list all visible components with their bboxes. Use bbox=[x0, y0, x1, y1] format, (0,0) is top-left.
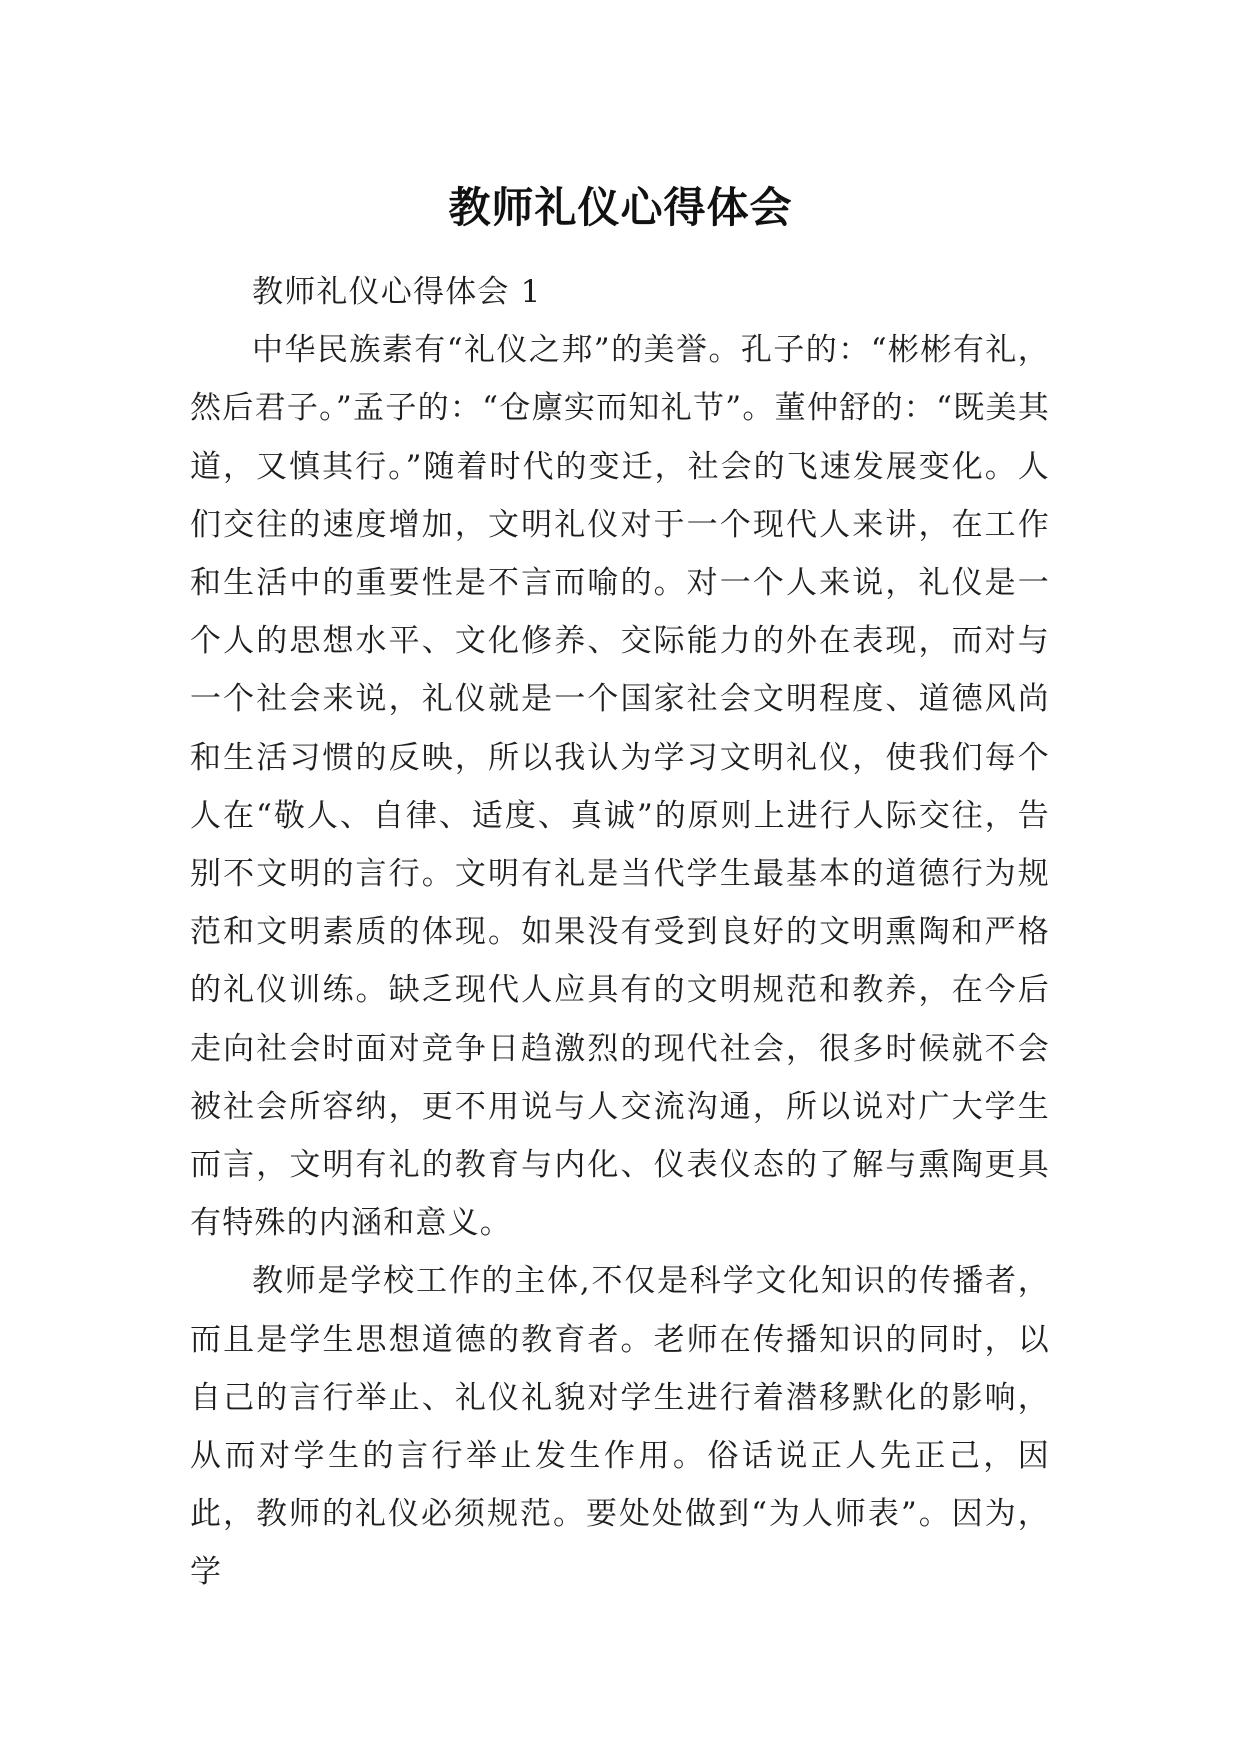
body-paragraph: 教师是学校工作的主体,不仅是科学文化知识的传播者，而且是学生思想道德的教育者。老师在传播知识的同时，以自己的言行举止、礼仪礼貌对学生进行着潜移默化的影响，从而对学生的言行举止发生作用。俗话说正人先正己，因此，教师的礼仪必须规范。要处处做到“为人师表”。因为，学 bbox=[190, 1263, 1050, 1591]
body-paragraph: 中华民族素有“礼仪之邦”的美誉。孔子的：“彬彬有礼，然后君子。”孟子的：“仓廪实而知礼节”。董仲舒的：“既美其道，又慎其行。”随着时代的变迁，社会的飞速发展变化。人们交往的速度增加，文明礼仪对于一个现代人来讲，在工作和生活中的重要性是不言而喻的。对一个人来说，礼仪是一个人的思想水平、文化修养、交际能力的外在表现，而对与一个社会来说，礼仪就是一个国家社会文明程度、道德风尚和生活习惯的反映，所以我认为学习文明礼仪，使我们每个人在“敬人、自律、适度、真诚”的原则上进行人际交往，告别不文明的言行。文明有礼是当代学生最基本的道德行为规范和文明素质的体现。如果没有受到良好的文明熏陶和严格的礼仪训练。缺乏现代人应具有的文明规范和教养，在今后走向社会时面对竞争日趋激烈的现代社会，很多时候就不会被社会所容纳，更不用说与人交流沟通，所以说对广大学生而言，文明有礼的教育与内化、仪表仪态的了解与熏陶更具有特殊的内涵和意义。 bbox=[190, 332, 1050, 1242]
section-heading: 教师礼仪心得体会 1 bbox=[252, 274, 542, 310]
document-body bbox=[190, 263, 1050, 1602]
page-title: 教师礼仪心得体会 bbox=[448, 183, 793, 233]
